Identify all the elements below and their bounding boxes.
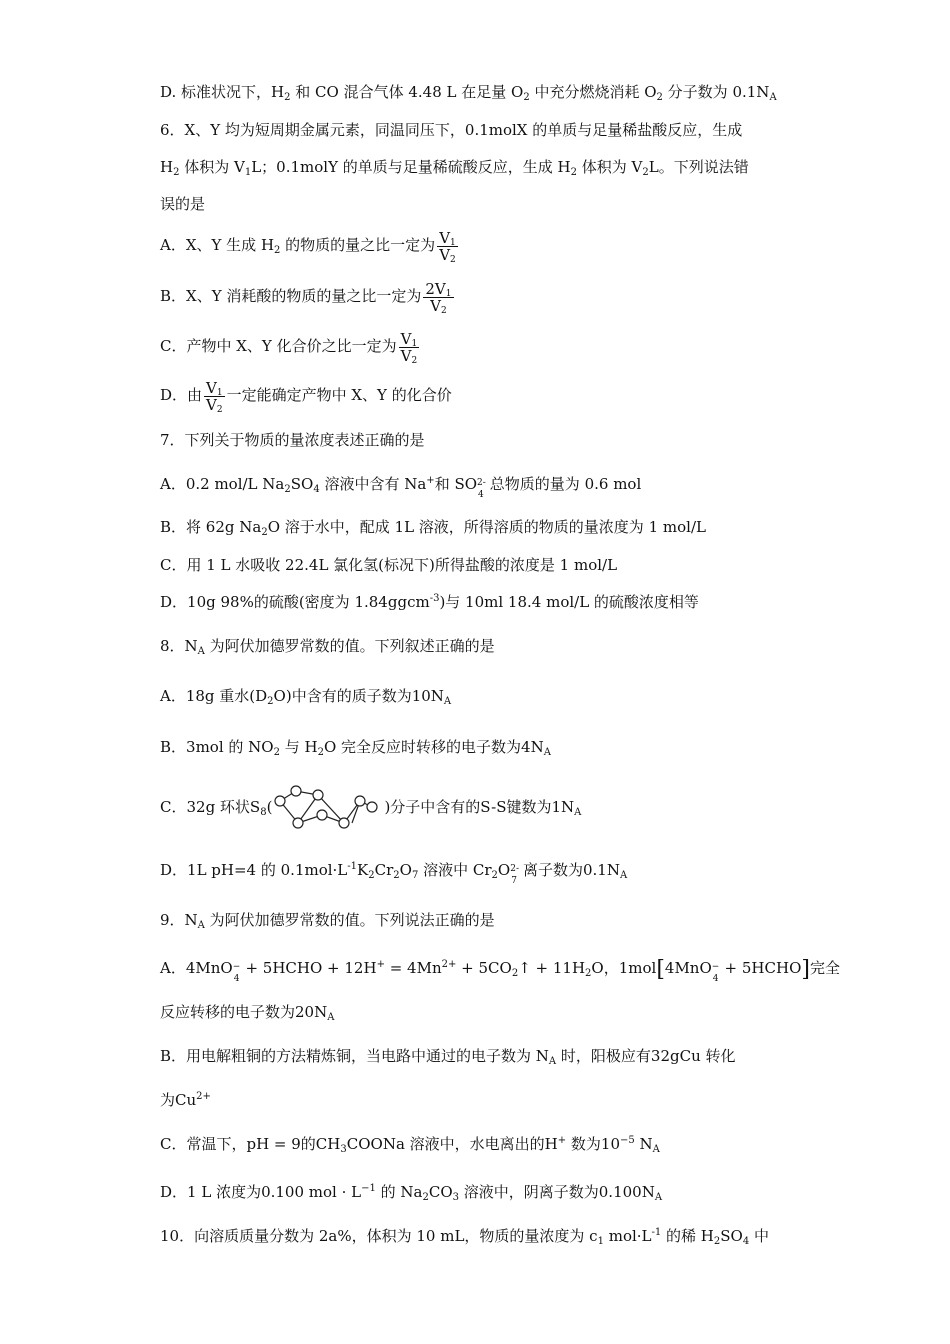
- q7-option-a: A．0.2 mol/L $Na_2SO_4$ 溶液中含有 Na+和 SO 2- 4 总物质的量为 0.6 mol: [160, 475, 642, 500]
- fraction-v1-v2: $\frac{V_1}{V_2}$: [400, 329, 418, 366]
- q9-stem: 9．$N_A$ 为阿伏加德罗常数的值。下列说法正确的是: [160, 911, 495, 931]
- fraction-2v1-v2: $\frac{2V_1}{V_2}$: [425, 279, 452, 316]
- q5-option-d: D. 标准状况下，$H_2$ 和 CO 混合气体 4.48 L 在足量 $O_2$ 中充分燃烧消耗 $O_2$ 分子数为 $0.1N_A$: [160, 83, 777, 103]
- q8-option-a: A．18g 重水$(D_2O)$中含有的质子数为$10N_A$: [160, 687, 452, 707]
- q6-stem-line2: $H_2$ 体积为 $V_1L$；0.1molY 的单质与足量稀硫酸反应，生成 $H_2$ 体积为 $V_2L$。下列说法错: [160, 158, 749, 178]
- q6-option-a: A．X、Y 生成 $H_2$ 的物质的量之比一定为 $\frac{V_1}{V_2}$: [160, 228, 456, 265]
- q8-stem: 8．$N_A$ 为阿伏加德罗常数的值。下列叙述正确的是: [160, 637, 495, 657]
- q9-option-c: C．常温下，pH = 9的$CH_3COONa$ 溶液中，水电离出的H+ 数为$10^{-5}$ $N_A$: [160, 1135, 660, 1155]
- q9-option-b-line1: B．用电解粗铜的方法精炼铜，当电路中通过的电子数为 $N_A$ 时，阳极应有32gCu 转化: [160, 1047, 736, 1067]
- q7-option-d: D．10g 98%的硫酸(密度为 1.84ggcm$^{-3}$)与 10ml 18.4 mol/L 的硫酸浓度相等: [160, 593, 699, 611]
- fraction-v1-v2: $\frac{V_1}{V_2}$: [439, 228, 456, 265]
- q6-option-c: C．产物中 X、Y 化合价之比一定为 $\frac{V_1}{V_2}$: [160, 329, 418, 366]
- q8-option-d: D．1L pH=4 的 $0.1mol\cdot L^{-1}K_2Cr_2O_7$ 溶液中 $Cr_2O$ 2- 7 离子数为$0.1N_A$: [160, 861, 628, 886]
- q7-option-b: B．将 62g $Na_2O$ 溶于水中，配成 1L 溶液，所得溶质的物质的量浓度为 1 mol/L: [160, 518, 706, 538]
- q9-option-b-line2: 为$Cu^{2+}$: [160, 1091, 211, 1109]
- q7-option-c: C．用 1 L 水吸收 22.4L 氯化氢(标况下)所得盐酸的浓度是 1 mol/L: [160, 556, 618, 574]
- q8-option-c: C．32g 环状$S_8$( )分子中含有的S-S键数为$1N_A$: [160, 780, 581, 835]
- fraction-v1-v2: $\frac{V_1}{V_2}$: [206, 378, 223, 415]
- ion-sub-sup: − 4: [711, 962, 720, 984]
- q9-option-a-line1: A．4MnO − 4 + 5HCHO + $12H^+ = 4Mn^{2+}$ + $5CO_2↑ + 11H_2O$，1mol[4MnO − 4 + 5HCHO]完全: [160, 957, 840, 984]
- q6-option-d: D．由 $\frac{V_1}{V_2}$ 一定能确定产物中 X、Y 的化合价: [160, 378, 452, 415]
- s8-ring-structure-icon: [272, 781, 384, 835]
- ion-sub-sup: 2- 7: [510, 864, 519, 886]
- q6-stem-line1: 6．X、Y 均为短周期金属元素，同温同压下，0.1molX 的单质与足量稀盐酸反应，生成: [160, 121, 743, 139]
- q10-stem: 10．向溶质质量分数为 2a%，体积为 10 mL，物质的量浓度为 $c_1$ $mol\cdot L^{-1}$ 的稀 $H_2SO_4$ 中: [160, 1227, 769, 1247]
- q8-option-b: B．3mol 的 $NO_2$ 与 $H_2O$ 完全反应时转移的电子数为$4N_A$: [160, 738, 551, 758]
- q9-option-a-line2: 反应转移的电子数为$20N_A$: [160, 1003, 335, 1023]
- q6-option-b: B．X、Y 消耗酸的物质的量之比一定为 $\frac{2V_1}{V_2}$: [160, 279, 452, 316]
- q7-stem: 7．下列关于物质的量浓度表述正确的是: [160, 431, 425, 449]
- q6-stem-line3: 误的是: [160, 195, 206, 213]
- ion-sub-sup: 2- 4: [477, 478, 486, 500]
- q9-option-d: D．1 L 浓度为0.100 mol · $L^{-1}$ 的 $Na_2CO_3$ 溶液中，阴离子数为$0.100N_A$: [160, 1183, 663, 1203]
- ion-sub-sup: − 4: [232, 962, 241, 984]
